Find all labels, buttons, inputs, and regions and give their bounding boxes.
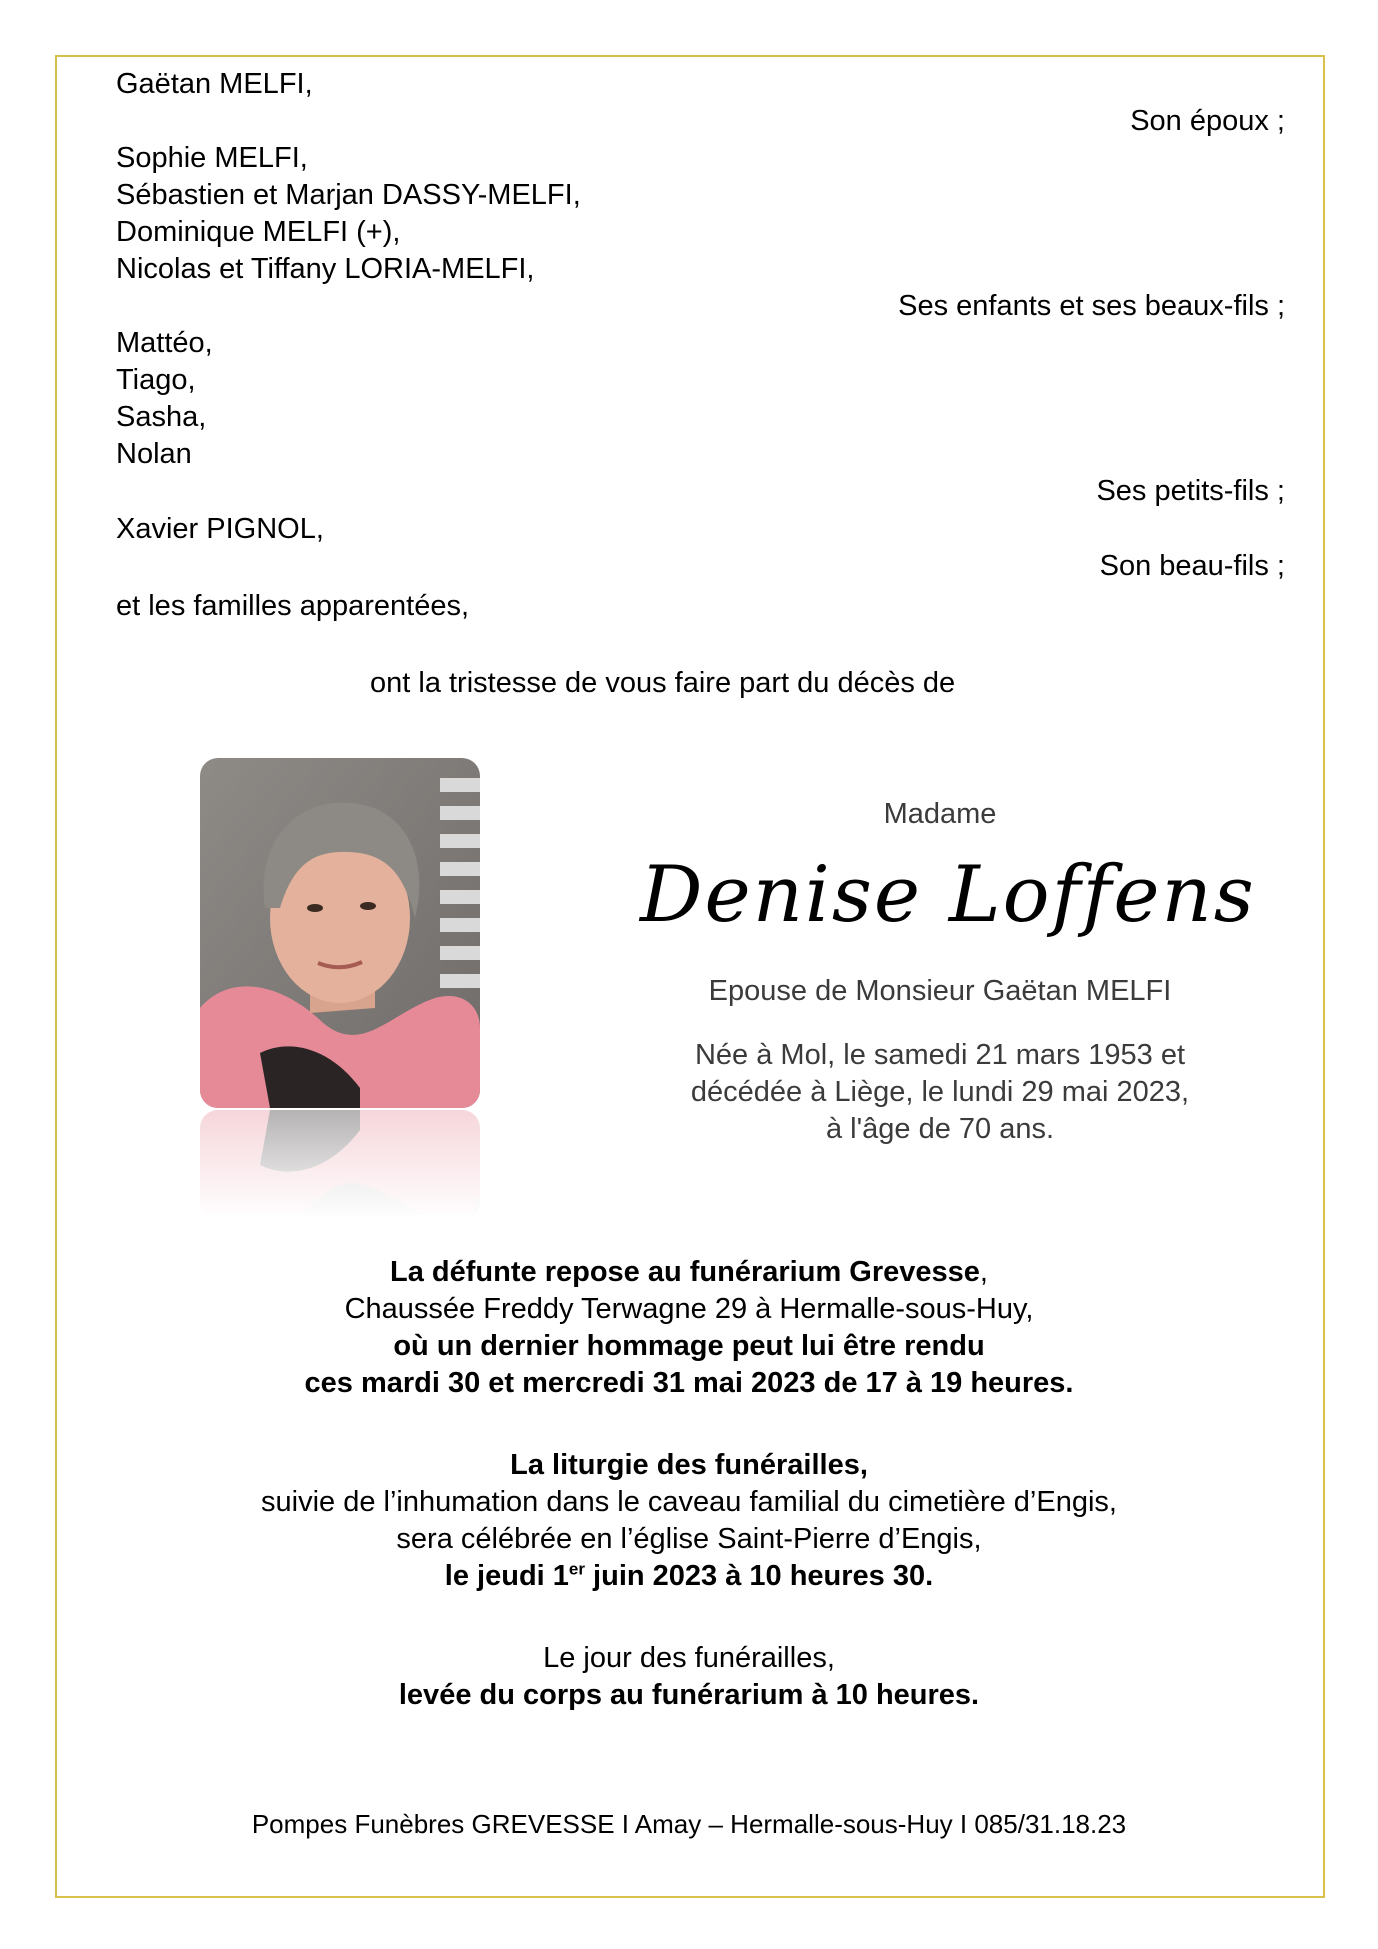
husband-role: Son époux ; [1130,105,1285,137]
visitation-address: Chaussée Freddy Terwagne 29 à Hermalle-sous-Huy, [344,1293,1034,1325]
grandchild-4: Nolan [116,438,192,470]
death-line: décédée à Liège, le lundi 29 mai 2023, [690,1076,1190,1108]
children-role: Ses enfants et ses beaux-fils ; [898,290,1285,322]
liturgy-burial: suivie de l’inhumation dans le caveau familial du cimetière d’Engis, [261,1486,1117,1518]
son-in-law-name: Xavier PIGNOL, [116,513,324,545]
liturgy-date-sup: er [568,1559,585,1579]
son-in-law-role: Son beau-fils ; [1099,550,1285,582]
deceased-title: Madame [883,798,997,830]
visitation-line-3: où un dernier hommage peut lui être rendu [393,1330,985,1362]
portrait-photo [200,758,480,1198]
spouse-line: Epouse de Monsieur Gaëtan MELFI [708,975,1172,1007]
liturgy-date [0,1559,1378,1593]
grandchild-3: Sasha, [116,401,207,433]
visitation-dates: ces mardi 30 et mercredi 31 mai 2023 de 17 à 19 heures. [304,1367,1074,1399]
child-1: Sophie MELFI, [116,142,308,174]
liturgy-date-post: juin 2023 à 10 heures 30. [584,1560,934,1592]
footer-contact: Pompes Funèbres GREVESSE I Amay – Hermalle-sous-Huy I 085/31.18.23 [251,1809,1127,1839]
child-4: Nicolas et Tiffany LORIA-MELFI, [116,253,535,285]
grandchild-2: Tiago, [116,364,196,396]
funeral-day-line-1: Le jour des funérailles, [543,1642,835,1674]
liturgy-date-pre: le jeudi 1 [444,1560,569,1592]
husband-name: Gaëtan MELFI, [116,68,313,100]
liturgy-title: La liturgie des funérailles, [510,1449,868,1481]
deceased-name: Denise Loffens [640,850,1256,940]
age-line: à l'âge de 70 ans. [825,1113,1055,1145]
child-3: Dominique MELFI (+), [116,216,401,248]
funeral-day-line-2: levée du corps au funérarium à 10 heures. [398,1679,980,1711]
visitation-comma: , [979,1256,988,1288]
liturgy-church: sera célébrée en l’église Saint-Pierre d’Engis, [396,1523,982,1555]
visitation-place: La défunte repose au funérarium Grevesse [390,1256,980,1288]
announcement-line: ont la tristesse de vous faire part du décès de [370,667,956,699]
birth-line: Née à Mol, le samedi 21 mars 1953 et [694,1039,1186,1071]
grandchildren-role: Ses petits-fils ; [1096,475,1285,507]
child-2: Sébastien et Marjan DASSY-MELFI, [116,179,581,211]
visitation-line-1 [0,1255,1378,1289]
relatives-line: et les familles apparentées, [116,590,470,622]
grandchild-1: Mattéo, [116,327,213,359]
portrait-illustration [200,758,480,1108]
